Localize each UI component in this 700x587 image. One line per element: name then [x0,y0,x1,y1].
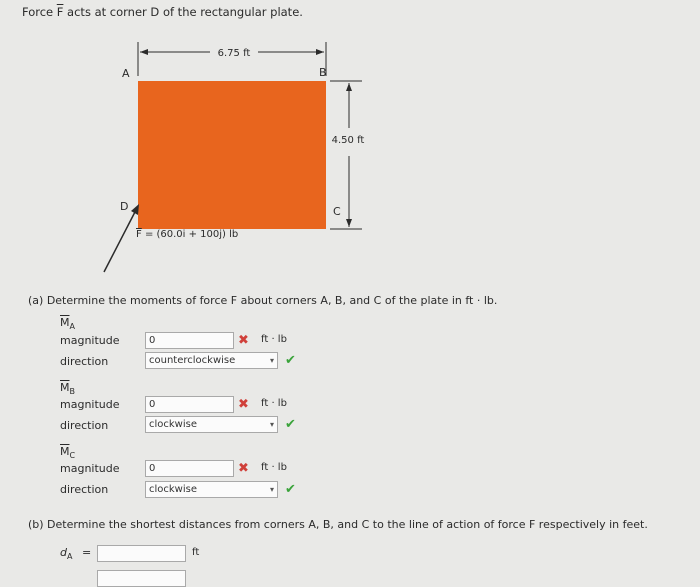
chevron-down-icon: ▾ [269,420,274,429]
moment-c-subscript: C [69,451,76,461]
moment-c-direction-value: clockwise [149,484,198,495]
chevron-down-icon: ▾ [269,356,274,365]
distance-b-input[interactable] [97,570,186,587]
moment-a-direction-label: direction [60,355,109,368]
moment-c-label [60,445,75,460]
width-arrow-left-icon [140,49,148,55]
moment-a-unit: ft · lb [261,334,287,345]
moment-b-symbol: $\overline{M}$ [60,381,70,394]
moment-b-subscript: B [69,387,75,397]
force-symbol: $\overline{F}$ [56,5,64,19]
width-arrow-right-icon [316,49,324,55]
part-a-question: (a) Determine the moments of force F about corners A, B, and C of the plate in ft · lb. [28,294,498,307]
moment-b-direction-label: direction [60,419,109,432]
moment-a-magnitude-label: magnitude [60,334,120,347]
moment-a-label [60,316,75,331]
moment-a-direction-select[interactable] [145,352,278,369]
moment-c-correct-icon: ✔ [285,482,296,497]
moment-c-direction-select[interactable] [145,481,278,498]
distance-a-unit: ft [192,547,200,558]
moment-b-label [60,381,75,396]
moment-a-direction-value: counterclockwise [149,355,236,366]
distance-a-label [60,546,72,561]
force-eq-symbol: $\overline{F}$ [136,229,142,240]
height-arrow-top-icon [346,83,352,91]
problem-text-after: acts at corner D of the rectangular plate. [63,5,303,19]
height-label: 4.50 ft [331,135,365,146]
moment-b-correct-icon: ✔ [285,417,296,432]
moment-c-direction-label: direction [60,483,109,496]
corner-c-label: C [333,205,341,218]
moment-b-magnitude-label: magnitude [60,398,120,411]
moment-b-direction-select[interactable] [145,416,278,433]
moment-c-magnitude-input[interactable]: 0 [145,460,234,477]
moment-b-wrong-icon: ✖ [238,397,249,412]
moment-c-magnitude-label: magnitude [60,462,120,475]
moment-c-symbol: $\overline{M}$ [60,445,70,458]
moment-a-correct-icon: ✔ [285,353,296,368]
chevron-down-icon: ▾ [269,485,274,494]
force-line-of-action [104,210,136,272]
moment-a-wrong-icon: ✖ [238,333,249,348]
corner-d-label: D [120,200,129,213]
plate-diagram [0,30,700,290]
corner-a-label: A [122,67,130,80]
distance-a-equals: = [82,546,92,559]
moment-b-unit: ft · lb [261,398,287,409]
distance-a-subscript: A [66,552,73,562]
moment-b-magnitude-input[interactable]: 0 [145,396,234,413]
distance-a-input[interactable] [97,545,186,562]
rectangular-plate [138,81,326,229]
moment-a-magnitude-input[interactable]: 0 [145,332,234,349]
moment-c-wrong-icon: ✖ [238,461,249,476]
part-b-question: (b) Determine the shortest distances from corners A, B, and C to the line of action of force F respectively in feet. [28,518,648,531]
moment-c-unit: ft · lb [261,462,287,473]
problem-statement [22,5,303,19]
moment-b-direction-value: clockwise [149,419,198,430]
corner-b-label: B [319,66,327,79]
moment-a-symbol: $\overline{M}$ [60,316,70,329]
distance-a-symbol: d [60,546,67,559]
width-label: 6.75 ft [217,48,251,59]
problem-text-before: Force [22,5,57,19]
height-arrow-bottom-icon [346,219,352,227]
force-eq-value: = (60.0i + 100j) lb [141,229,239,240]
moment-a-subscript: A [69,322,75,332]
force-equation [136,229,238,240]
